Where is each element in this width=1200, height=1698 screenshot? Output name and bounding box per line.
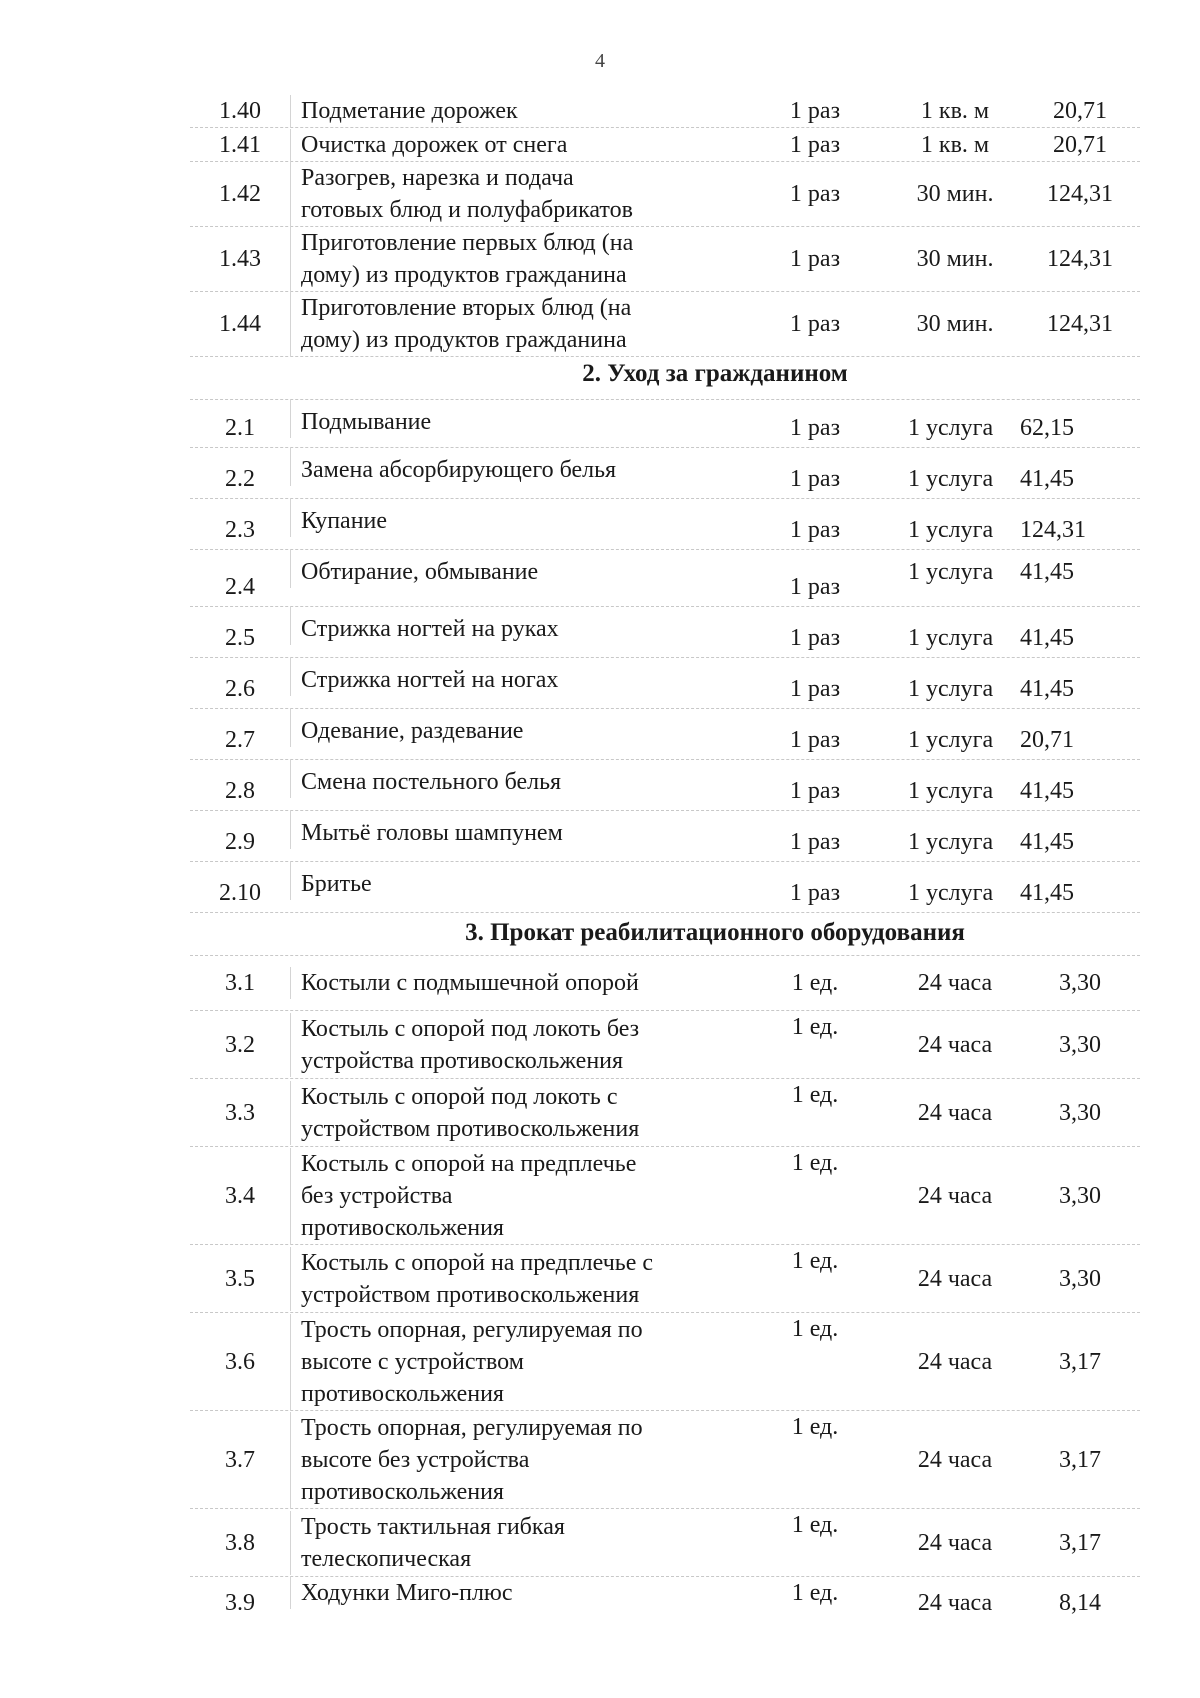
unit: 30 мин.	[916, 311, 994, 337]
price: 20,71	[1053, 97, 1107, 124]
unit: 24 часа	[917, 1031, 993, 1058]
price: 3,30	[1059, 1265, 1101, 1292]
table-row	[190, 709, 1140, 760]
section-3-rows	[190, 956, 1140, 1629]
unit: 1 услуга	[908, 559, 994, 585]
service-name: Подмывание	[290, 400, 740, 438]
price: 62,15	[1020, 415, 1074, 441]
section-heading: 2. Уход за гражданином	[190, 357, 1140, 400]
unit: 24 часа	[917, 1265, 993, 1292]
quantity: 1 ед.	[791, 1150, 839, 1176]
quantity: 1 раз	[789, 311, 841, 337]
row-number: 1.40	[219, 97, 261, 124]
service-name: Трость опорная, регулируемая по высоте без устройства противоскольжения	[290, 1412, 740, 1508]
row-number: 3.9	[225, 1590, 255, 1616]
row-number: 3.1	[225, 970, 255, 996]
row-number: 3.6	[225, 1348, 255, 1375]
quantity: 1 раз	[789, 181, 841, 207]
quantity: 1 раз	[789, 727, 841, 753]
service-name: Костыль с опорой на предплечье без устройства противоскольжения	[290, 1148, 740, 1244]
section-heading: 3. Прокат реабилитационного оборудования	[190, 913, 1140, 956]
quantity: 1 ед.	[791, 1580, 839, 1606]
quantity: 1 раз	[789, 466, 841, 492]
service-name: Трость тактильная гибкая телескопическая	[290, 1511, 740, 1575]
service-name: Костыль с опорой под локоть без устройства противоскольжения	[290, 1013, 740, 1077]
row-number: 3.7	[225, 1446, 255, 1473]
service-name: Замена абсорбирующего белья	[290, 448, 740, 486]
table-row	[190, 128, 1140, 162]
unit: 1 услуга	[908, 676, 994, 702]
table-row	[190, 227, 1140, 292]
table-row	[190, 400, 1140, 448]
price: 3,17	[1059, 1348, 1101, 1375]
price: 124,31	[1047, 181, 1113, 207]
unit: 30 мин.	[916, 181, 994, 207]
quantity: 1 раз	[789, 97, 841, 124]
quantity: 1 ед.	[791, 1014, 839, 1040]
service-name: Костыли с подмышечной опорой	[290, 967, 740, 999]
price: 41,45	[1020, 466, 1074, 492]
unit: 30 мин.	[916, 246, 994, 272]
quantity: 1 раз	[789, 131, 841, 158]
unit: 24 часа	[917, 1182, 993, 1209]
price: 3,17	[1059, 1446, 1101, 1473]
price: 124,31	[1047, 311, 1113, 337]
service-name: Костыль с опорой на предплечье с устройством противоскольжения	[290, 1247, 740, 1311]
row-number: 1.41	[219, 131, 261, 158]
price: 20,71	[1053, 131, 1107, 158]
price: 20,71	[1020, 727, 1074, 753]
service-name: Костыль с опорой под локоть с устройством противоскольжения	[290, 1081, 740, 1145]
quantity: 1 ед.	[791, 1316, 839, 1342]
table-row	[190, 1011, 1140, 1079]
quantity: 1 ед.	[791, 970, 839, 996]
section-2-rows	[190, 400, 1140, 913]
unit: 1 услуга	[908, 415, 994, 441]
row-number: 2.9	[225, 829, 255, 855]
unit: 1 услуга	[908, 625, 994, 651]
row-number: 2.5	[225, 625, 255, 651]
table-row	[190, 956, 1140, 1011]
unit: 24 часа	[917, 1529, 993, 1556]
price: 41,45	[1020, 778, 1074, 804]
row-number: 3.8	[225, 1529, 255, 1556]
row-number: 2.2	[225, 466, 255, 492]
price: 41,45	[1020, 829, 1074, 855]
price: 3,30	[1059, 1182, 1101, 1209]
quantity: 1 раз	[789, 574, 841, 600]
table-row	[190, 1245, 1140, 1313]
table-row	[190, 1411, 1140, 1509]
service-name: Бритье	[290, 862, 740, 900]
service-name: Стрижка ногтей на ногах	[290, 658, 740, 696]
service-name: Подметание дорожек	[290, 95, 740, 127]
unit: 1 услуга	[908, 466, 994, 492]
table-row	[190, 658, 1140, 709]
price: 3,30	[1059, 1031, 1101, 1058]
price: 8,14	[1059, 1590, 1101, 1616]
row-number: 3.4	[225, 1182, 255, 1209]
service-name: Стрижка ногтей на руках	[290, 607, 740, 645]
row-number: 2.10	[219, 880, 261, 906]
price: 124,31	[1047, 246, 1113, 272]
unit: 24 часа	[917, 1590, 993, 1616]
price: 3,30	[1059, 970, 1101, 996]
row-number: 2.8	[225, 778, 255, 804]
row-number: 1.43	[219, 246, 261, 272]
unit: 24 часа	[917, 1348, 993, 1375]
service-name: Очистка дорожек от снега	[290, 129, 740, 161]
unit: 24 часа	[917, 970, 993, 996]
row-number: 3.5	[225, 1265, 255, 1292]
quantity: 1 раз	[789, 829, 841, 855]
unit: 1 кв. м	[920, 131, 990, 158]
table-row	[190, 760, 1140, 811]
quantity: 1 ед.	[791, 1248, 839, 1274]
quantity: 1 раз	[789, 880, 841, 906]
row-number: 2.1	[225, 415, 255, 441]
service-name: Смена постельного белья	[290, 760, 740, 798]
price: 41,45	[1020, 676, 1074, 702]
table-row	[190, 811, 1140, 862]
price: 41,45	[1020, 880, 1074, 906]
table-row	[190, 1509, 1140, 1577]
row-number: 2.6	[225, 676, 255, 702]
service-name: Трость опорная, регулируемая по высоте с устройством противоскольжения	[290, 1314, 740, 1410]
quantity: 1 ед.	[791, 1414, 839, 1440]
table-row	[190, 1147, 1140, 1245]
table-row	[190, 607, 1140, 658]
service-name: Одевание, раздевание	[290, 709, 740, 747]
price: 124,31	[1020, 517, 1086, 543]
unit: 1 услуга	[908, 727, 994, 753]
quantity: 1 ед.	[791, 1082, 839, 1108]
price: 41,45	[1020, 559, 1074, 585]
section-1-rows	[190, 94, 1140, 357]
row-number: 3.3	[225, 1099, 255, 1126]
unit: 1 услуга	[908, 517, 994, 543]
row-number: 3.2	[225, 1031, 255, 1058]
service-price-table	[190, 94, 1140, 1629]
table-row	[190, 499, 1140, 550]
table-row	[190, 448, 1140, 499]
quantity: 1 раз	[789, 676, 841, 702]
quantity: 1 раз	[789, 246, 841, 272]
unit: 24 часа	[917, 1446, 993, 1473]
unit: 1 услуга	[908, 778, 994, 804]
unit: 1 услуга	[908, 880, 994, 906]
row-number: 1.44	[219, 311, 261, 337]
price: 3,17	[1059, 1529, 1101, 1556]
service-name: Ходунки Миго-плюс	[290, 1577, 740, 1609]
service-name: Приготовление вторых блюд (на дому) из продуктов гражданина	[290, 292, 740, 356]
price: 3,30	[1059, 1099, 1101, 1126]
quantity: 1 раз	[789, 517, 841, 543]
service-name: Приготовление первых блюд (на дому) из продуктов гражданина	[290, 227, 740, 291]
service-name: Купание	[290, 499, 740, 537]
table-row	[190, 550, 1140, 607]
table-row	[190, 94, 1140, 128]
page-number: 4	[595, 50, 605, 72]
service-name: Мытьё головы шампунем	[290, 811, 740, 849]
unit: 1 кв. м	[920, 97, 990, 124]
row-number: 2.7	[225, 727, 255, 753]
unit: 24 часа	[917, 1099, 993, 1126]
service-name: Разогрев, нарезка и подача готовых блюд и полуфабрикатов	[290, 162, 740, 226]
unit: 1 услуга	[908, 829, 994, 855]
price: 41,45	[1020, 625, 1074, 651]
quantity: 1 раз	[789, 415, 841, 441]
service-name: Обтирание, обмывание	[290, 550, 740, 588]
table-row	[190, 162, 1140, 227]
quantity: 1 раз	[789, 625, 841, 651]
table-row	[190, 1313, 1140, 1411]
table-row	[190, 1577, 1140, 1629]
table-row	[190, 292, 1140, 357]
row-number: 2.3	[225, 517, 255, 543]
quantity: 1 ед.	[791, 1512, 839, 1538]
table-row	[190, 862, 1140, 913]
table-row	[190, 1079, 1140, 1147]
row-number: 2.4	[225, 574, 255, 600]
quantity: 1 раз	[789, 778, 841, 804]
row-number: 1.42	[219, 181, 261, 207]
